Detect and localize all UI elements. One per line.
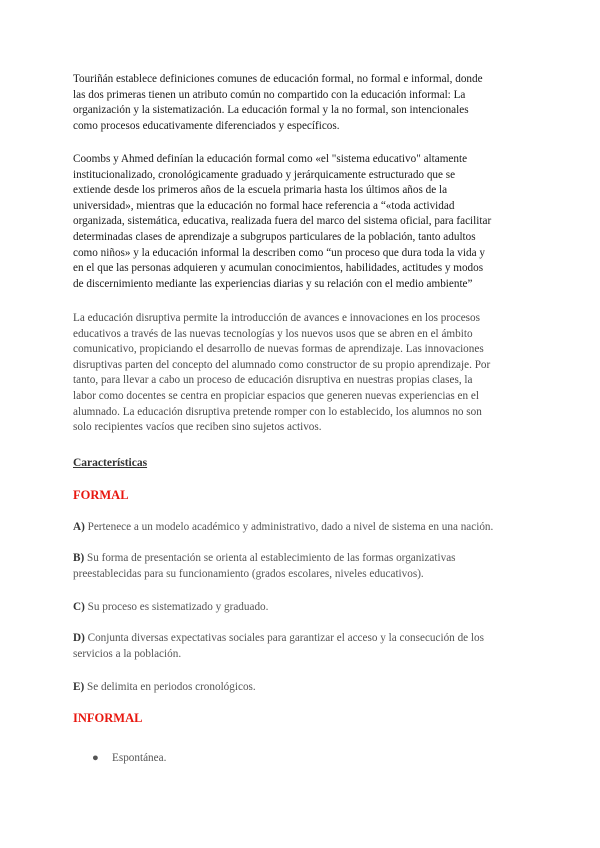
text-line: como niños» y la educación informal la describen como “un proceso que dura toda la vida y: [73, 246, 485, 259]
text-line: en el que las personas adquieren y acumulan conocimientos, habilidades, actitudes y modos: [73, 262, 484, 275]
informal-item-text: Espontánea.: [112, 752, 167, 764]
text-line: comunicativo, propiciando el desarrollo de nuevas formas de aprendizaje. Las innovaciones: [73, 343, 484, 356]
formal-item-line: [73, 567, 543, 583]
text-line: como procesos educativamente diferenciados y específicos.: [73, 119, 340, 132]
text-line: disruptivas parten del concepto del alumnado como constructor de su propio aprendizaje. Por: [73, 358, 491, 371]
text-line: extiende desde los primeros años de la escuela primaria hasta los últimos años de la: [73, 184, 448, 197]
characteristics-heading: Características: [73, 457, 148, 469]
text-line: Coombs y Ahmed definían la educación formal como «el "sistema educativo" altamente: [73, 153, 468, 165]
text-line: educativos a través de las nuevas tecnologías y los nuevos usos que se abren en el ámbito: [73, 327, 473, 340]
paragraph-coombs-ahmed: [73, 152, 533, 292]
bullet-icon: ●: [92, 752, 99, 764]
formal-item-text: Su proceso es sistematizado y graduado.: [87, 601, 269, 613]
formal-item: [73, 520, 543, 536]
text-line: labor como docentes se centra en propiciar espacios que generen nuevas experiencias en el: [73, 389, 479, 402]
formal-item-text: Su forma de presentación se orienta al establecimiento de las formas organizativas: [86, 552, 456, 564]
formal-item-line: [73, 600, 543, 616]
formal-item-line: [73, 631, 543, 647]
formal-heading: FORMAL: [73, 488, 129, 502]
informal-heading: INFORMAL: [73, 711, 143, 725]
text-line: de discernimiento mediante las experiencias diarias y su relación con el medio ambiente”: [73, 277, 473, 290]
text-line: institucionalizado, cronológicamente graduado y jerárquicamente estructurado que se: [73, 168, 456, 181]
formal-item: [73, 600, 543, 616]
formal-item-text: servicios a la población.: [73, 647, 182, 660]
text-line: tanto, para llevar a cabo un proceso de educación disruptiva en nuestras propias clases, la: [73, 374, 473, 387]
formal-item-letter: A): [73, 521, 85, 533]
text-line: universidad», mientras que la educación no formal hace referencia a “«toda actividad: [73, 199, 455, 212]
text-line: Touriñán establece definiciones comunes de educación formal, no formal e informal, donde: [73, 73, 483, 85]
text-line: las dos primeras tienen un atributo común no compartido con la educación informal: La: [73, 88, 466, 101]
text-line: alumnado. La educación disruptiva pretende romper con lo establecido, los alumnos no son: [73, 405, 482, 418]
formal-item-letter: E): [73, 681, 85, 693]
formal-item-line: [73, 551, 543, 567]
text-line: organizada, sistemática, educativa, realizada fuera del marco del sistema oficial, para facilitar: [73, 215, 492, 228]
formal-item-text: Pertenece a un modelo académico y administrativo, dado a nivel de sistema en una nación.: [87, 521, 494, 533]
paragraph-tourinan: [73, 72, 533, 134]
formal-item-text: preestablecidas para su funcionamiento (grados escolares, niveles educativos).: [73, 567, 424, 580]
formal-item-letter: D): [73, 632, 85, 644]
formal-item-line: [73, 647, 543, 663]
formal-item: [73, 680, 543, 696]
formal-item-letter: B): [73, 552, 85, 564]
text-line: organización y la sistematización. La educación formal y la no formal, son intencionales: [73, 104, 469, 117]
formal-item: [73, 551, 543, 582]
formal-item-line: [73, 680, 543, 696]
paragraph-disruptive-education: [73, 311, 533, 436]
text-line: determinadas clases de aprendizaje a subgrupos particulares de la población, tanto adultos: [73, 230, 476, 243]
informal-list-item: [92, 752, 166, 764]
formal-item: [73, 631, 543, 662]
text-line: La educación disruptiva permite la introducción de avances e innovaciones en los procesos: [73, 312, 480, 324]
formal-item-line: [73, 520, 543, 536]
formal-item-text: Se delimita en periodos cronológicos.: [86, 681, 256, 693]
text-line: solo recipientes vacíos que reciben sino sujetos activos.: [73, 421, 322, 434]
formal-item-letter: C): [73, 601, 85, 613]
formal-item-text: Conjunta diversas expectativas sociales para garantizar el acceso y la consecución de los: [87, 632, 484, 644]
